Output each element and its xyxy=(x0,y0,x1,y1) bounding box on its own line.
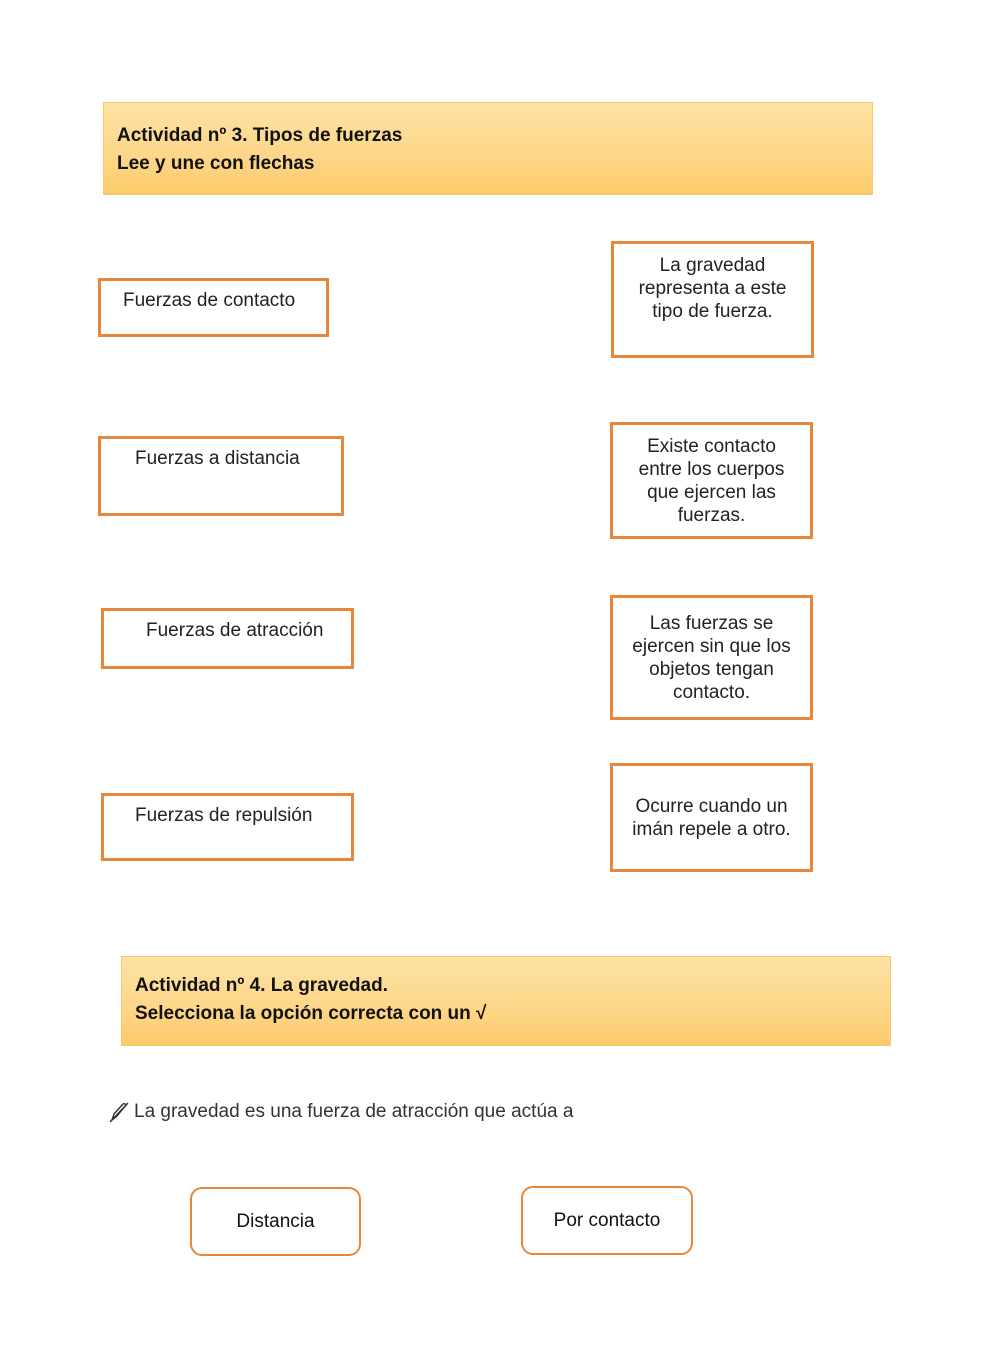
right-item-contacto[interactable] xyxy=(610,422,813,539)
option-label: Distancia xyxy=(236,1210,315,1232)
left-item-distancia[interactable] xyxy=(98,436,344,516)
left-item-label: Fuerzas de atracción xyxy=(146,620,324,641)
left-item-atraccion[interactable] xyxy=(101,608,354,669)
question-text: La gravedad es una fuerza de atracción que actúa a xyxy=(134,1101,574,1122)
right-item-label: Existe contacto entre los cuerpos que ejercen las fuerzas. xyxy=(638,435,785,526)
left-item-label: Fuerzas a distancia xyxy=(135,448,300,469)
right-item-distancia[interactable] xyxy=(610,595,813,720)
option-distancia[interactable] xyxy=(190,1187,361,1256)
option-label: Por contacto xyxy=(553,1209,661,1231)
activity4-banner xyxy=(121,956,891,1046)
activity4-title: Actividad nº 4. La gravedad. xyxy=(135,975,388,996)
activity3-subtitle: Lee y une con flechas xyxy=(117,153,315,174)
right-item-label: Ocurre cuando un imán repele a otro. xyxy=(632,795,791,840)
left-item-repulsion[interactable] xyxy=(101,793,354,861)
activity3-banner xyxy=(103,102,873,195)
right-item-repulsion[interactable] xyxy=(610,763,813,872)
pencil-slash-icon xyxy=(108,1100,130,1124)
option-por-contacto[interactable] xyxy=(521,1186,693,1255)
activity3-title: Actividad nº 3. Tipos de fuerzas xyxy=(117,125,403,146)
right-item-gravedad[interactable] xyxy=(611,241,814,358)
left-item-label: Fuerzas de repulsión xyxy=(135,805,313,826)
left-item-label: Fuerzas de contacto xyxy=(123,290,296,311)
right-item-label: La gravedad representa a este tipo de fuerza. xyxy=(638,255,787,322)
gravity-question xyxy=(108,1100,573,1124)
left-item-contacto[interactable] xyxy=(98,278,329,337)
right-item-label: Las fuerzas se ejercen sin que los objetos tengan contacto. xyxy=(632,612,791,703)
activity4-subtitle: Selecciona la opción correcta con un √ xyxy=(135,1003,487,1024)
